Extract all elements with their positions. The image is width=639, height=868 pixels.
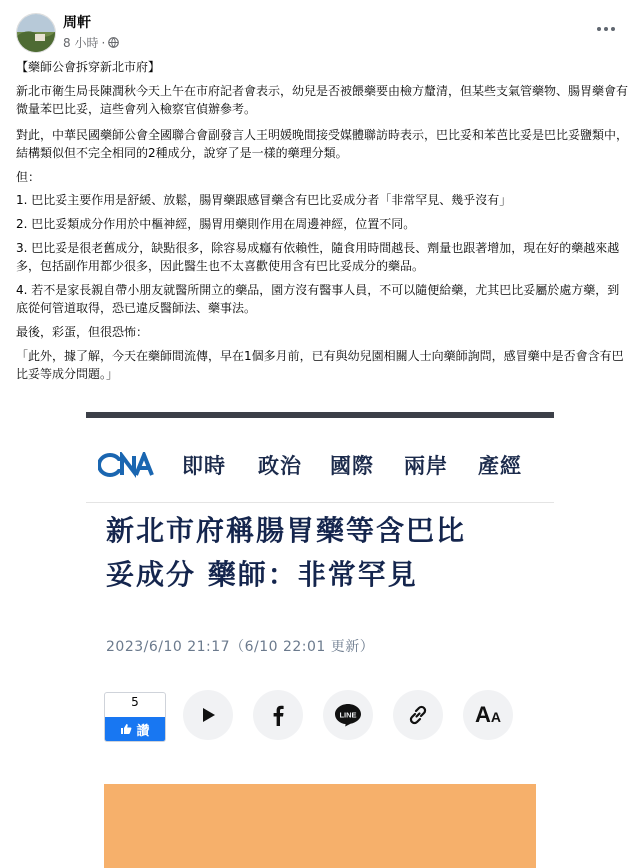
- nav-item-realtime[interactable]: 即時: [182, 454, 226, 478]
- more-dot-icon: [597, 27, 601, 31]
- font-size-large-a: A: [474, 702, 491, 727]
- article-hero-image: [104, 784, 536, 868]
- cna-nav-bar: [86, 418, 554, 498]
- more-dot-icon: [611, 27, 615, 31]
- svg-text:LINE: LINE: [339, 710, 357, 720]
- post-meta: [63, 34, 119, 51]
- post-text: [16, 58, 628, 383]
- facebook-like-box[interactable]: [104, 692, 166, 742]
- avatar[interactable]: [16, 13, 56, 53]
- post-closing: 最後，彩蛋，但很恐怖：: [16, 325, 149, 339]
- like-count: 5: [131, 695, 139, 709]
- line-icon: [334, 703, 362, 727]
- post-title: 【藥師公會拆穿新北市府】: [16, 60, 161, 74]
- more-options-button[interactable]: [595, 22, 617, 36]
- avatar-image: [17, 14, 55, 52]
- post-quote: 「此外，據了解，今天在藥師間流傳，早在1個多月前，已有與幼兒園相關人士向藥師詢問，感冒藥中是否會含有巴比妥等成分問題。」: [16, 349, 624, 381]
- copy-link-button[interactable]: [393, 690, 443, 740]
- article-screenshot[interactable]: [86, 412, 554, 868]
- like-label: 讚: [136, 723, 150, 739]
- nav-item-economy[interactable]: 產經: [478, 454, 522, 478]
- facebook-icon: [268, 704, 288, 726]
- author-name[interactable]: 周軒: [63, 15, 91, 31]
- thumbs-up-icon: [120, 723, 132, 735]
- play-icon: [198, 705, 218, 725]
- play-button[interactable]: [183, 690, 233, 740]
- nav-item-international[interactable]: 國際: [330, 454, 374, 478]
- headline-line-1: 新北市府稱腸胃藥等含巴比: [106, 514, 467, 547]
- post-but: 但：: [16, 170, 41, 184]
- post-paragraph-2: 對此，中華民國藥師公會全國聯合會副發言人王明媛晚間接受媒體聯訪時表示，巴比妥和苯芭比妥是巴比妥鹽類中，結構類似但不完全相同的2種成分，說穿了是一樣的藥理分類。: [16, 128, 629, 160]
- post-list-item: 3. 巴比妥是很老舊成分，缺點很多，除容易成癮有依賴性，隨食用時間越長、劑量也跟著增加，現在好的藥越來越多，包括副作用都少很多，因此醫生也不太喜歡使用含有巴比妥成分的藥品。: [16, 241, 620, 273]
- meta-separator: ·: [101, 35, 106, 50]
- post-list-item: 4. 若不是家長親自帶小朋友就醫所開立的藥品，園方沒有醫事人員，不可以隨便給藥，尤其巴比妥屬於處方藥，到底從何管道取得，恐已違反醫師法、藥事法。: [16, 283, 620, 315]
- post-list-item: 1. 巴比妥主要作用是舒緩、放鬆，腸胃藥跟感冒藥含有巴比妥成分者「非常罕見、幾乎沒有」: [16, 193, 512, 207]
- post-time[interactable]: 8 小時: [63, 36, 99, 50]
- font-size-icon: [475, 702, 501, 728]
- nav-item-cross-strait[interactable]: 兩岸: [404, 454, 448, 478]
- headline-line-2: 妥成分 藥師：非常罕見: [106, 558, 418, 591]
- post-header: [0, 0, 639, 60]
- link-icon: [407, 704, 429, 726]
- font-size-small-a: A: [490, 709, 501, 725]
- facebook-share-button[interactable]: [253, 690, 303, 740]
- more-dot-icon: [604, 27, 608, 31]
- share-toolbar: [86, 682, 554, 752]
- line-share-button[interactable]: [323, 690, 373, 740]
- post-paragraph-1: 新北市衛生局長陳潤秋今天上午在市府記者會表示，幼兒是否被餵藥要由檢方釐清，但某些支氣管藥物、腸胃藥會有微量苯巴比妥，這些會列入檢察官偵辦參考。: [16, 84, 629, 116]
- cna-logo-icon[interactable]: [98, 452, 154, 478]
- nav-divider: [86, 502, 554, 503]
- article-headline: [106, 509, 546, 597]
- nav-item-politics[interactable]: 政治: [258, 454, 302, 478]
- article-date: 2023/6/10 21:17（6/10 22:01 更新）: [106, 639, 375, 655]
- like-button[interactable]: [105, 717, 165, 741]
- font-size-button[interactable]: [463, 690, 513, 740]
- globe-icon[interactable]: [108, 37, 119, 48]
- post-list-item: 2. 巴比妥類成分作用於中樞神經，腸胃用藥則作用在周邊神經，位置不同。: [16, 217, 416, 231]
